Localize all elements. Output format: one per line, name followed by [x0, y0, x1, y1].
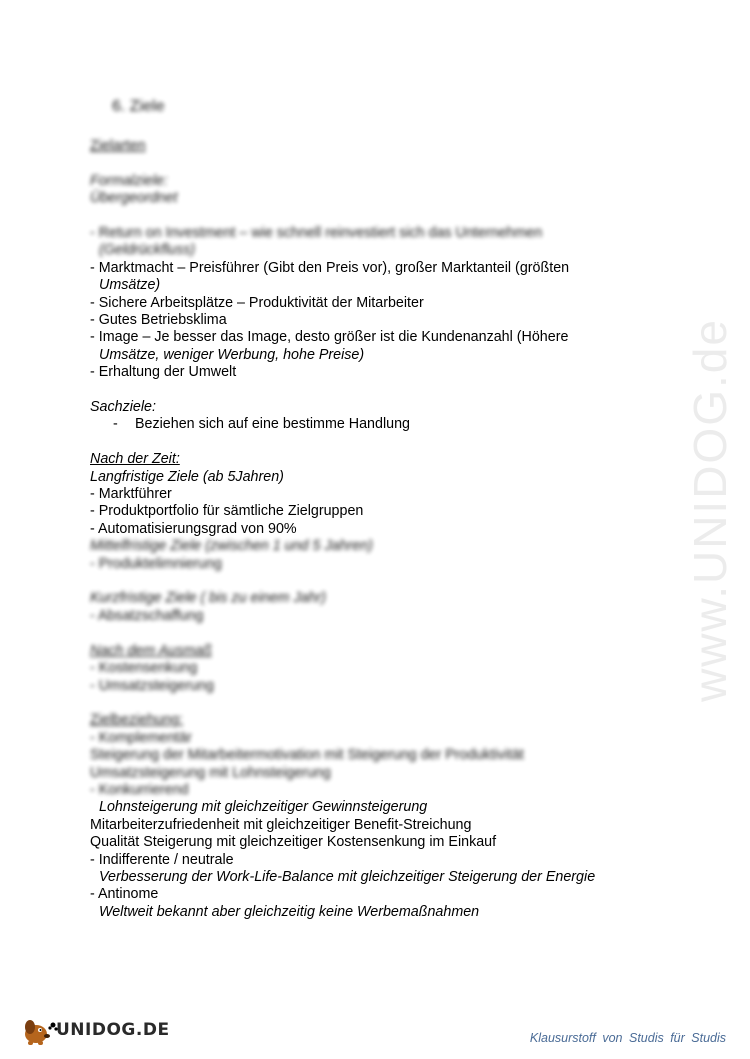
text-line: - Automatisierungsgrad von 90% — [90, 520, 297, 537]
text-line: Kurzfristige Ziele ( bis zu einem Jahr) — [90, 590, 326, 607]
text-line: - Konkurrierend — [90, 781, 189, 798]
blank-line — [90, 695, 650, 712]
text-line: Zielbeziehung: — [90, 712, 183, 729]
text-line: - Absatzschaffung — [90, 607, 204, 624]
dog-icon — [22, 1014, 58, 1046]
text-line: - Produktelimnierung — [90, 555, 222, 572]
blank-line — [90, 573, 650, 590]
text-line: Mitarbeiterzufriedenheit mit gleichzeitiger Benefit-Streichung — [90, 816, 472, 833]
text-line: Verbesserung der Work-Life-Balance mit gleichzeitiger Steigerung der Energie — [99, 868, 596, 885]
text-line: (Geldrückfluss) — [99, 242, 196, 259]
text-line: Umsatzsteigerung mit Lohnsteigerung — [90, 764, 331, 781]
text-line: - Return on Investment – wie schnell reinvestiert sich das Unternehmen — [90, 225, 543, 241]
text-line — [90, 416, 650, 433]
text-line: - Marktmacht – Preisführer (Gibt den Preis vor), großer Marktanteil (größten — [90, 259, 570, 276]
text-line: Nach dem Ausmaß — [90, 642, 212, 659]
blank-line — [90, 434, 650, 451]
logo-text: UNIDOG.DE — [56, 1020, 170, 1040]
text-line: - Erhaltung der Umwelt — [90, 364, 237, 381]
text-line: Zielarten — [90, 138, 146, 154]
unidog-logo — [22, 1014, 170, 1046]
blank-line — [90, 208, 650, 225]
text-line: Steigerung der Mitarbeitermotivation mit Steigerung der Produktivität — [90, 747, 524, 764]
document-body — [90, 138, 650, 921]
text-line: Sachziele: — [90, 399, 156, 416]
text-line: - Antinome — [90, 886, 159, 903]
section-heading: 6. Ziele — [112, 98, 165, 115]
text-line: Qualität Steigerung mit gleichzeitiger Kostensenkung im Einkauf — [90, 834, 497, 851]
text-line: Umsätze) — [99, 277, 161, 294]
text-line: Umsätze, weniger Werbung, hohe Preise) — [99, 346, 365, 363]
text-line: - Komplementär — [90, 729, 192, 746]
text-line: - Image – Je besser das Image, desto größer ist die Kundenanzahl (Höhere — [90, 329, 569, 346]
footer-tagline: Klausurstoff von Studis für Studis — [529, 1031, 726, 1045]
text-line: - Sichere Arbeitsplätze – Produktivität der Mitarbeiter — [90, 294, 424, 311]
text-line: - Kostensenkung — [90, 660, 198, 677]
text-line: Lohnsteigerung mit gleichzeitiger Gewinnsteigerung — [99, 799, 428, 816]
text-line: Weltweit bekannt aber gleichzeitig keine Werbemaßnahmen — [99, 903, 480, 920]
text-line: - Gutes Betriebsklima — [90, 312, 227, 329]
text-line-content: Beziehen sich auf eine bestimme Handlung — [135, 416, 410, 433]
text-line: - Umsatzsteigerung — [90, 677, 214, 694]
text-line: Formalziele: — [90, 172, 168, 189]
text-line: - Indifferente / neutrale — [90, 851, 234, 868]
blank-line — [90, 625, 650, 642]
text-line: - Produktportfolio für sämtliche Zielgruppen — [90, 503, 364, 520]
blank-line — [90, 382, 650, 399]
text-line: - Marktführer — [90, 486, 172, 503]
blank-line — [90, 155, 650, 172]
text-line: Mittelfristige Ziele (zwischen 1 und 5 Jahren) — [90, 538, 373, 555]
bullet-dash: - — [113, 416, 118, 433]
text-line: Langfristige Ziele (ab 5Jahren) — [90, 468, 284, 485]
text-line: Übergeordnet — [90, 190, 178, 207]
text-line: Nach der Zeit: — [90, 451, 180, 468]
watermark: www.UNIDOG.de — [684, 318, 736, 702]
